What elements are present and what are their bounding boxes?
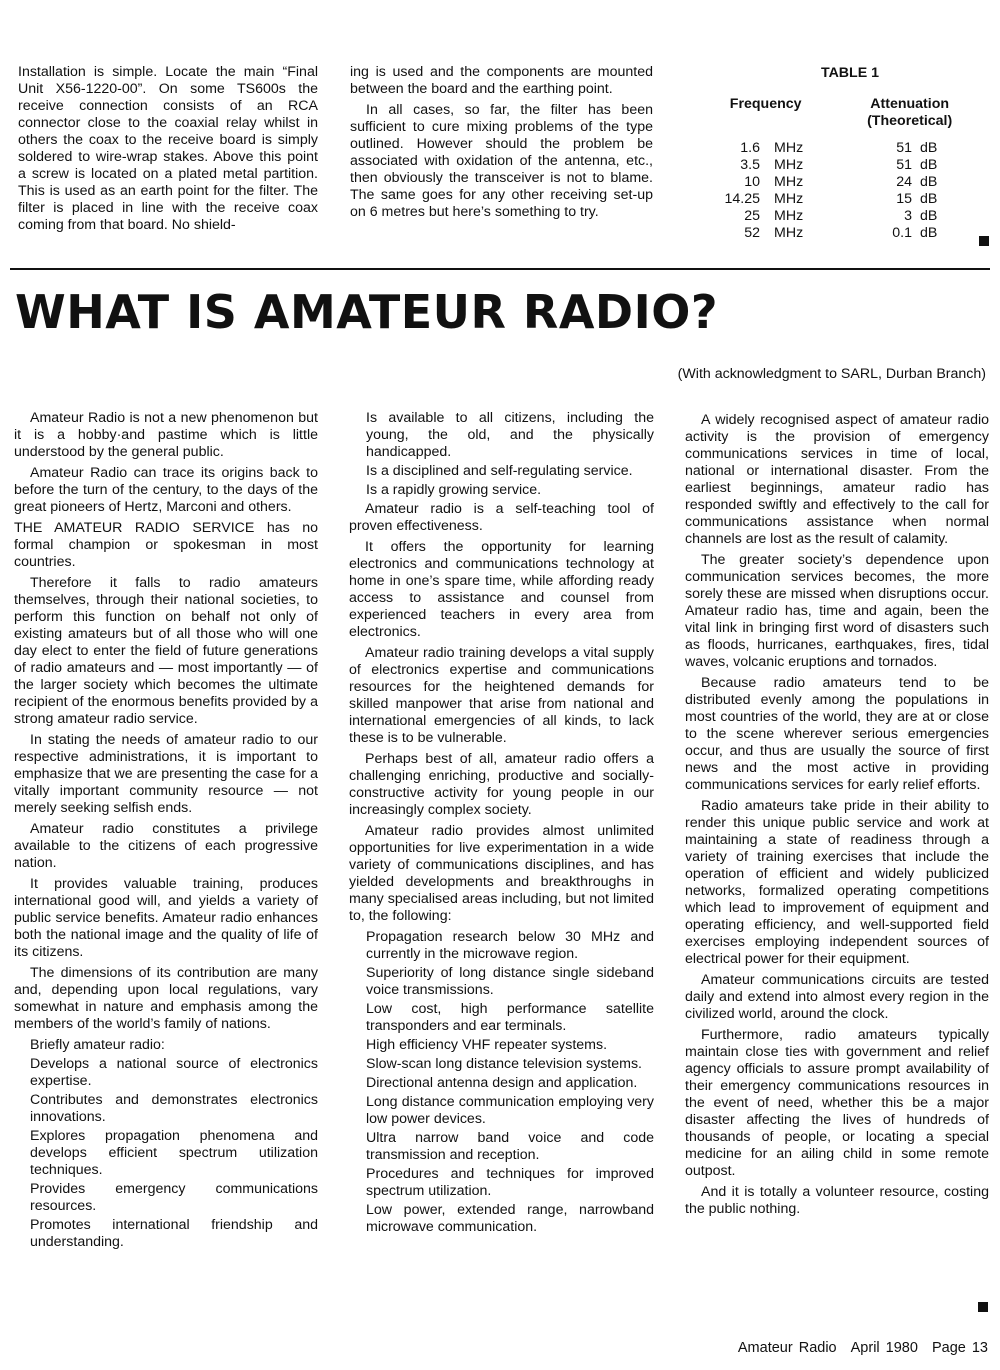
- column-header-frequency: Frequency: [729, 96, 802, 112]
- paragraph: And it is totally a volunteer resource, costing the public nothing.: [685, 1184, 989, 1217]
- page-number: Page 13: [931, 1340, 988, 1356]
- list-item: Procedures and techniques for improved spectrum utilization.: [366, 1166, 654, 1199]
- issue-date: April 1980: [850, 1340, 918, 1356]
- section-divider: [10, 268, 990, 270]
- article-column-3: [685, 412, 989, 1222]
- paragraph: Amateur Radio is not a new phenomenon but it is a hobby·and pastime which is little understood by the general public.: [14, 410, 318, 460]
- paragraph: ing is used and the components are mounted between the board and the earthing point.: [350, 64, 653, 97]
- paragraph: Radio amateurs take pride in their ability to render this unique public service and work at maintaining a state of readiness through a variety of training exercises that include the operation of efficient and widely publicized networks, formalized operating competitions which lead to improvement of equipment and operating efficiency, and well-supported field exercises employing independent sources of electrical power for their equipment.: [685, 798, 989, 967]
- list-item: Low cost, high performance satellite transponders and ear terminals.: [366, 1001, 654, 1034]
- paragraph: In stating the needs of amateur radio to our respective administrations, it is important to emphasize that we are presenting the case for a vitally important community resource — not merely seeking selfish ends.: [14, 732, 318, 816]
- table-row: [700, 174, 980, 191]
- article-column-1: [14, 410, 318, 1253]
- list-item: Is available to all citizens, including the young, the old, and the physically handicapped.: [366, 410, 654, 460]
- frequency-value: 10: [744, 174, 760, 190]
- list-item: Explores propagation phenomena and develops efficient spectrum utilization techniques.: [30, 1128, 318, 1178]
- attenuation-unit: dB: [920, 208, 938, 224]
- list-item: Propagation research below 30 MHz and currently in the microwave region.: [366, 929, 654, 962]
- paragraph: Amateur communications circuits are tested daily and extend into almost every region in the civilized world, around the clock.: [685, 972, 989, 1022]
- frequency-value: 14.25: [724, 191, 760, 207]
- paragraph: Because radio amateurs tend to be distributed evenly among the populations in most countries of the world, they are at or close to the scene wherever serious emergencies occur, and thus are usually the source of first news and the most active in providing communications services for early relief efforts.: [685, 675, 989, 793]
- frequency-unit: MHz: [774, 225, 804, 241]
- list-item: Provides emergency communications resources.: [30, 1181, 318, 1214]
- paragraph: The greater society’s dependence upon communication services becomes, the more sorely these are missed when disruptions occur. Amateur radio has, time and again, been the vital link in bringing first word of disasters such as floods, hurricanes, earthquakes, fires, tidal waves, volcanic eruptions and tornados.: [685, 552, 989, 670]
- list-item: Is a disciplined and self-regulating service.: [366, 463, 633, 479]
- frequency-unit: MHz: [774, 157, 804, 173]
- paragraph: Amateur radio constitutes a privilege available to the citizens of each progressive nation.: [14, 821, 318, 871]
- table-row: [700, 208, 980, 225]
- paragraph: Furthermore, radio amateurs typically maintain close ties with government and relief agency officials to assure prompt availability of their emergency communications resources in the event of need, whether this be a major disaster affecting the lives of hundreds of thousands of people, or locating a special medicine for an ailing child in some remote outpost.: [685, 1027, 989, 1179]
- table-row: [700, 191, 980, 208]
- paragraph: It provides valuable training, produces international good will, and yields a variety of public service benefits. Amateur radio enhances both the national image and the quality of life of its citizens.: [14, 876, 318, 960]
- frequency-unit: MHz: [774, 140, 804, 156]
- table-header: [700, 96, 980, 130]
- paragraph: Amateur radio is a self-teaching tool of proven effectiveness.: [349, 501, 654, 534]
- list-item: Is a rapidly growing service.: [366, 482, 542, 498]
- acknowledgment-line: (With acknowledgment to SARL, Durban Branch): [677, 366, 986, 382]
- magazine-name: Amateur Radio: [737, 1340, 837, 1356]
- paragraph: A widely recognised aspect of amateur radio activity is the provision of emergency communications services in time of local, national or international disaster. From the earliest beginnings, amateur radio has responded swiftly and effectively to the call for communications assistance when normal channels are lost as the result of calamity.: [685, 412, 989, 547]
- paragraph: The dimensions of its contribution are many and, depending upon local regulations, vary somewhat in nature and emphasis among the members of the world’s family of nations.: [14, 965, 318, 1032]
- frequency-value: 1.6: [740, 140, 760, 156]
- list-item: Develops a national source of electronics expertise.: [30, 1056, 318, 1089]
- article-headline: WHAT IS AMATEUR RADIO?: [15, 285, 719, 339]
- paragraph: Therefore it falls to radio amateurs themselves, through their national societies, to perform this function on behalf not only of existing amateurs but of all those who will one day elect to enter the field of future generations of radio amateurs and — most importantly — of the larger society which becomes the ultimate recipient of the enormous benefits provided by a strong amateur radio service.: [14, 575, 318, 727]
- list-item: Ultra narrow band voice and code transmission and reception.: [366, 1130, 654, 1163]
- page-footer: [730, 1340, 988, 1356]
- attenuation-value: 24: [896, 174, 912, 190]
- list-item: High efficiency VHF repeater systems.: [366, 1037, 608, 1053]
- frequency-unit: MHz: [774, 208, 804, 224]
- list-item: Promotes international friendship and understanding.: [30, 1217, 318, 1250]
- list-item: Long distance communication employing very low power devices.: [366, 1094, 654, 1127]
- paragraph: Amateur radio provides almost unlimited opportunities for live experimentation in a wide variety of communications disciplines, and has yielded developments and breakthroughs in many specialised areas including, but not limited to, the following:: [349, 823, 654, 924]
- list-item: Slow-scan long distance television systems.: [366, 1056, 642, 1072]
- list-item: Briefly amateur radio:: [30, 1037, 165, 1053]
- paragraph: Amateur radio training develops a vital supply of electronics expertise and communications resources for the heightened demands for skilled manpower that arise from national and international emergencies of all kinds, to lack these is to be vulnerable.: [349, 645, 654, 746]
- attenuation-value: 3: [904, 208, 912, 224]
- attenuation-value: 51: [896, 157, 912, 173]
- attenuation-unit: dB: [920, 157, 938, 173]
- paragraph: It offers the opportunity for learning electronics and communications technology at home in one’s spare time, while affording ready access to assistance and counsel from experienced teachers in every area from electronics.: [349, 539, 654, 640]
- attenuation-value: 0.1: [892, 225, 912, 241]
- attenuation-unit: dB: [920, 191, 938, 207]
- table-row: [700, 140, 980, 157]
- frequency-value: 3.5: [740, 157, 760, 173]
- paragraph: THE AMATEUR RADIO SERVICE has no formal champion or spokesman in most countries.: [14, 520, 318, 570]
- paragraph: Installation is simple. Locate the main “Final Unit X56-1220-00”. On some TS600s the receive connection consists of an RCA connector close to the coaxial relay whilst in others the coax to the receive board is simply soldered to wire-wrap stakes. Above this point a screw is located on a plated metal partition. This is used as an earth point for the filter. The filter is placed in line with the receive coax coming from that board. No shield-: [18, 64, 318, 233]
- previous-article-column-2: [350, 64, 653, 225]
- column-header-attenuation: Attenuation (Theoretical): [867, 96, 953, 129]
- frequency-unit: MHz: [774, 191, 804, 207]
- end-of-article-mark-icon: [978, 1302, 988, 1312]
- frequency-value: 25: [744, 208, 760, 224]
- attenuation-unit: dB: [920, 174, 938, 190]
- list-item: Contributes and demonstrates electronics innovations.: [30, 1092, 318, 1125]
- table-body: [700, 140, 980, 242]
- attenuation-unit: dB: [920, 140, 938, 156]
- table-row: [700, 157, 980, 174]
- list-item: Superiority of long distance single sideband voice transmissions.: [366, 965, 654, 998]
- paragraph: Perhaps best of all, amateur radio offers a challenging enriching, productive and socially-constructive activity for young people in our increasingly complex society.: [349, 751, 654, 818]
- end-of-article-mark-icon: [979, 236, 989, 246]
- list-item: Directional antenna design and application.: [366, 1075, 638, 1091]
- frequency-attenuation-table: [700, 64, 980, 242]
- list-item: Low power, extended range, narrowband microwave communication.: [366, 1202, 654, 1235]
- attenuation-value: 15: [896, 191, 912, 207]
- frequency-value: 52: [744, 225, 760, 241]
- previous-article-column-1: [18, 64, 318, 238]
- attenuation-value: 51: [896, 140, 912, 156]
- table-title: TABLE 1: [820, 65, 880, 81]
- paragraph: In all cases, so far, the filter has been sufficient to cure mixing problems of the type outlined. However should the problem be associated with oxidation of the antenna, etc., then obviously the transceiver is not to blame. The same goes for any other receiving set-up on 6 metres but here’s something to try.: [350, 102, 653, 220]
- table-row: [700, 225, 980, 242]
- article-column-2: [349, 410, 654, 1238]
- attenuation-unit: dB: [920, 225, 938, 241]
- frequency-unit: MHz: [774, 174, 804, 190]
- paragraph: Amateur Radio can trace its origins back to before the turn of the century, to the days of the great pioneers of Hertz, Marconi and others.: [14, 465, 318, 515]
